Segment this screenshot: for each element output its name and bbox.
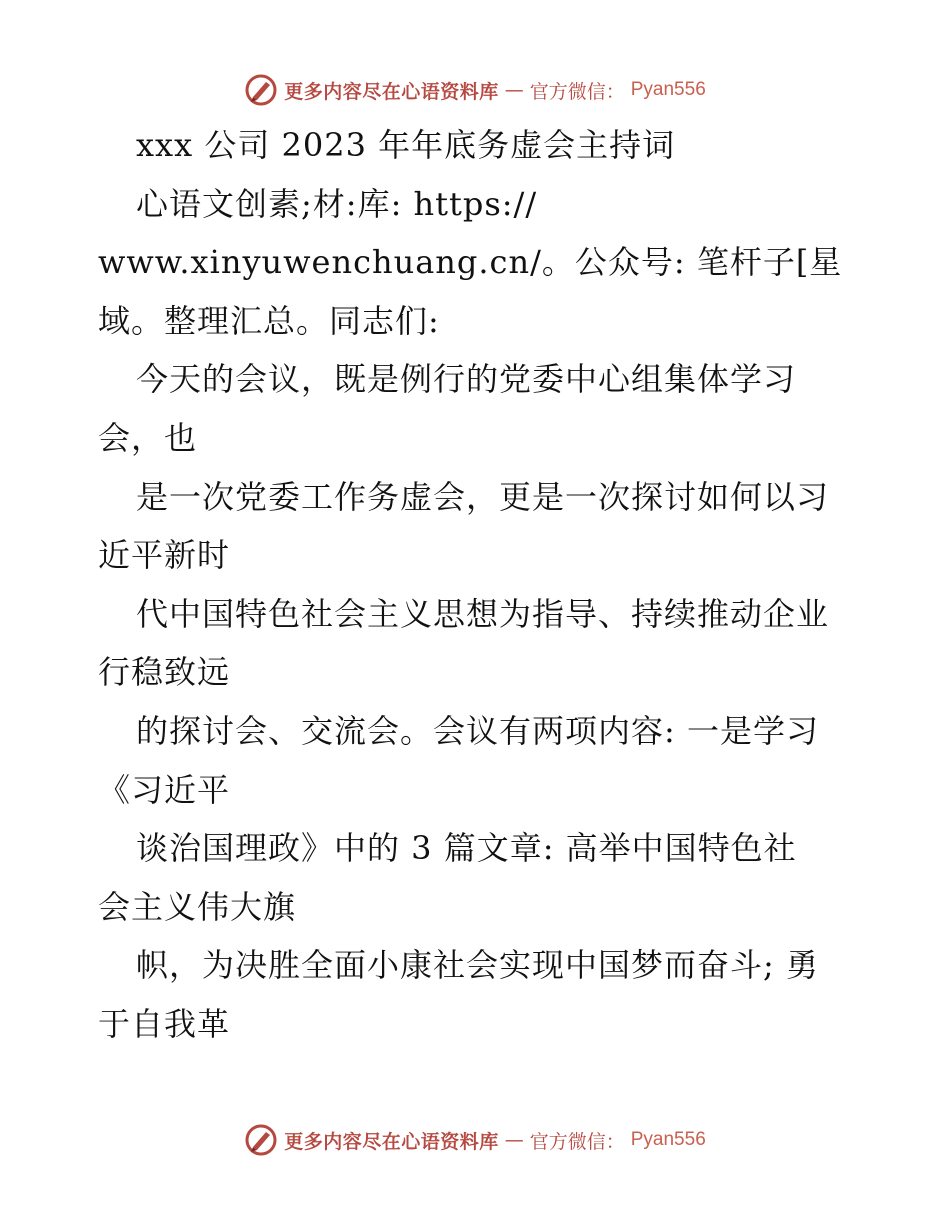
text-line: 近平新时 bbox=[98, 536, 231, 575]
text-line: 帜，为决胜全面小康社会实现中国梦而奋斗; 勇 bbox=[136, 946, 819, 985]
document-title: xxx 公司 2023 年年底务虚会主持词 bbox=[136, 126, 676, 164]
watermark-brand: 更多内容尽在心语资料库 bbox=[284, 80, 499, 103]
text-line: 今天的会议，既是例行的党委中心组集体学习 bbox=[136, 360, 797, 399]
watermark-dash: — bbox=[504, 1129, 524, 1151]
text-line: 心语文创素;材:库: https:// bbox=[136, 184, 538, 223]
footer-watermark bbox=[0, 1120, 950, 1160]
watermark-label: 官方微信： bbox=[529, 80, 625, 103]
text-line: 会主义伟大旗 bbox=[98, 887, 297, 926]
text-line: 于自我革 bbox=[98, 1004, 231, 1043]
text-line: 域。整理汇总。同志们: bbox=[98, 301, 440, 340]
watermark-label: 官方微信： bbox=[529, 1130, 625, 1153]
document-body bbox=[98, 116, 858, 1054]
watermark-account: Pyan556 bbox=[630, 79, 706, 100]
text-line: 代中国特色社会主义思想为指导、持续推动企业 bbox=[136, 594, 830, 633]
text-line: 的探讨会、交流会。会议有两项内容: 一是学习 bbox=[136, 711, 819, 750]
pen-logo-icon bbox=[244, 1123, 278, 1157]
watermark-brand: 更多内容尽在心语资料库 bbox=[284, 1130, 499, 1153]
text-line: 是一次党委工作务虚会，更是一次探讨如何以习 bbox=[136, 477, 830, 516]
text-line: 《习近平 bbox=[98, 770, 231, 809]
watermark-account: Pyan556 bbox=[630, 1129, 706, 1150]
pen-logo-icon bbox=[244, 73, 278, 107]
text-line: www.xinyuwenchuang.cn/。公众号: 笔杆子[星 bbox=[98, 243, 843, 282]
text-line: 谈治国理政》中的 3 篇文章: 高举中国特色社 bbox=[136, 829, 797, 868]
watermark-dash: — bbox=[504, 79, 524, 101]
text-line: 会，也 bbox=[98, 418, 198, 457]
header-watermark bbox=[0, 70, 950, 110]
text-line: 行稳致远 bbox=[98, 653, 231, 692]
